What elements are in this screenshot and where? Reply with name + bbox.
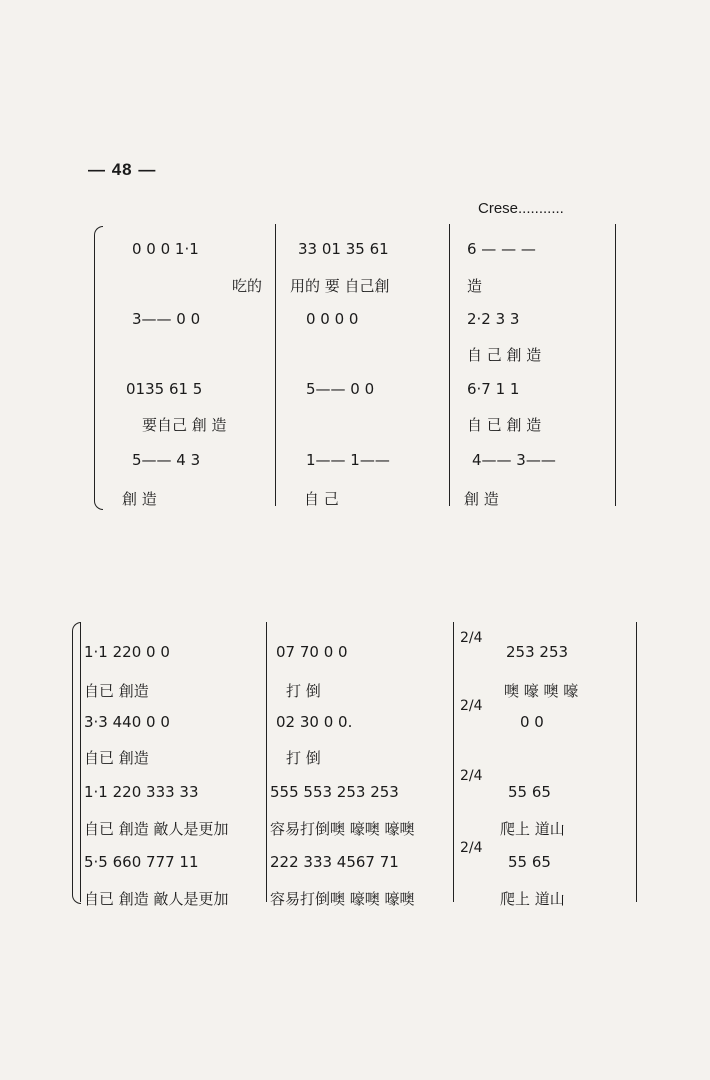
barline (615, 224, 616, 506)
notes-measure: 555 553 253 253 (270, 783, 399, 801)
lyrics-line: 自 已 創 造 (467, 416, 542, 434)
lyrics-line: 爬上 道山 (500, 820, 565, 838)
lyrics-line: 自已 創造 敵人是更加 (84, 890, 229, 908)
barline (636, 622, 637, 902)
notes-measure: 253 253 (506, 643, 569, 661)
notes-measure: 222 333 4567 71 (270, 853, 399, 871)
barline (275, 224, 276, 506)
notes-measure: 02 30 0 0. (276, 713, 353, 731)
system-brace (94, 226, 103, 510)
lyrics-line: 自 己 (304, 490, 339, 508)
notes-measure: 5—— 4 3 (132, 451, 201, 469)
tempo-marking: Crese........... (478, 200, 564, 217)
notes-measure: 3—— 0 0 (132, 310, 201, 328)
lyrics-line: 噢 嚎 噢 嚎 (504, 682, 579, 700)
lyrics-line: 自已 創造 敵人是更加 (84, 820, 229, 838)
barline (453, 622, 454, 902)
lyrics-line: 吃的 (232, 277, 263, 295)
notes-measure: 1—— 1—— (306, 451, 390, 469)
barline (266, 622, 267, 902)
lyrics-line: 用的 要 自己創 (290, 277, 390, 295)
lyrics-line: 打 倒 (286, 749, 321, 767)
barline (449, 224, 450, 506)
notes-measure: 55 65 (508, 853, 551, 871)
lyrics-line: 容易打倒噢 嚎噢 嚎噢 (270, 820, 415, 838)
notes-measure: 1·1 220 0 0 (84, 643, 170, 661)
notes-measure: 4—— 3—— (472, 451, 556, 469)
notes-measure: 5—— 0 0 (306, 380, 375, 398)
lyrics-line: 自 己 創 造 (467, 346, 542, 364)
notes-measure: 1·1 220 333 33 (84, 783, 199, 801)
barline (80, 622, 81, 902)
notes-measure: 5·5 660 777 11 (84, 853, 199, 871)
notes-measure: 0 0 0 0 (306, 310, 359, 328)
notes-measure: 55 65 (508, 783, 551, 801)
notes-measure: 2·2 3 3 (467, 310, 520, 328)
lyrics-line: 要自己 創 造 (142, 416, 227, 434)
notes-measure: 6 — — — (467, 240, 536, 258)
lyrics-line: 創 造 (464, 490, 499, 508)
lyrics-line: 打 倒 (286, 682, 321, 700)
notes-measure: 07 70 0 0 (276, 643, 348, 661)
time-signature: 2/4 (460, 698, 483, 714)
lyrics-line: 容易打倒噢 嚎噢 嚎噢 (270, 890, 415, 908)
notes-measure: 0 0 0 1·1 (132, 240, 199, 258)
page-number: — 48 — (88, 160, 157, 179)
notes-measure: 3·3 440 0 0 (84, 713, 170, 731)
time-signature: 2/4 (460, 768, 483, 784)
notes-measure: 6·7 1 1 (467, 380, 520, 398)
lyrics-line: 造 (467, 277, 483, 295)
lyrics-line: 創 造 (122, 490, 157, 508)
lyrics-line: 自已 創造 (84, 749, 149, 767)
time-signature: 2/4 (460, 630, 483, 646)
notes-measure: 0135 61 5 (126, 380, 203, 398)
notes-measure: 33 01 35 61 (298, 240, 389, 258)
lyrics-line: 爬上 道山 (500, 890, 565, 908)
notes-measure: 0 0 (520, 713, 544, 731)
lyrics-line: 自已 創造 (84, 682, 149, 700)
time-signature: 2/4 (460, 840, 483, 856)
